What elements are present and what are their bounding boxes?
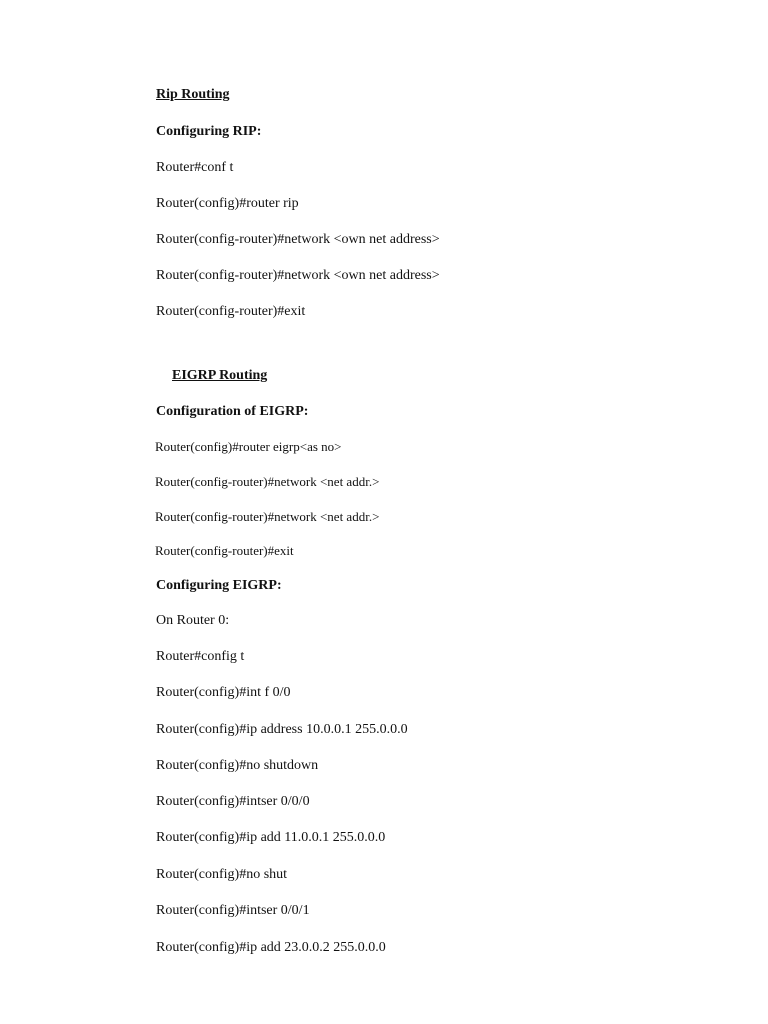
- config-line-1: Router#config t: [156, 649, 245, 664]
- configuring-eigrp-heading: Configuring EIGRP:: [156, 578, 282, 593]
- configuration-of-eigrp-heading: Configuration of EIGRP:: [156, 404, 309, 419]
- eigrp-line-3: Router(config-router)#network <net addr.>: [155, 509, 380, 524]
- config-line-3: Router(config)#ip address 10.0.0.1 255.0.0.0: [156, 722, 408, 737]
- config-line-4: Router(config)#no shutdown: [156, 758, 319, 773]
- rip-line-1: Router#conf t: [156, 160, 234, 175]
- rip-line-5: Router(config-router)#exit: [156, 304, 306, 319]
- eigrp-routing-heading: EIGRP Routing: [172, 368, 268, 383]
- rip-line-2: Router(config)#router rip: [156, 196, 299, 211]
- rip-line-3: Router(config-router)#network <own net address>: [156, 232, 440, 247]
- eigrp-line-1: Router(config)#router eigrp<as no>: [155, 439, 342, 454]
- eigrp-line-4: Router(config-router)#exit: [155, 543, 294, 558]
- rip-routing-heading: Rip Routing: [156, 87, 230, 102]
- config-line-8: Router(config)#intser 0/0/1: [156, 903, 310, 918]
- config-line-9: Router(config)#ip add 23.0.0.2 255.0.0.0: [156, 940, 386, 955]
- config-line-5: Router(config)#intser 0/0/0: [156, 794, 310, 809]
- config-line-7: Router(config)#no shut: [156, 867, 288, 882]
- rip-line-4: Router(config-router)#network <own net address>: [156, 268, 440, 283]
- config-line-6: Router(config)#ip add 11.0.0.1 255.0.0.0: [156, 830, 386, 845]
- configuring-rip-heading: Configuring RIP:: [156, 124, 262, 139]
- config-line-2: Router(config)#int f 0/0: [156, 685, 291, 700]
- eigrp-line-2: Router(config-router)#network <net addr.>: [155, 474, 380, 489]
- on-router-label: On Router 0:: [156, 613, 230, 628]
